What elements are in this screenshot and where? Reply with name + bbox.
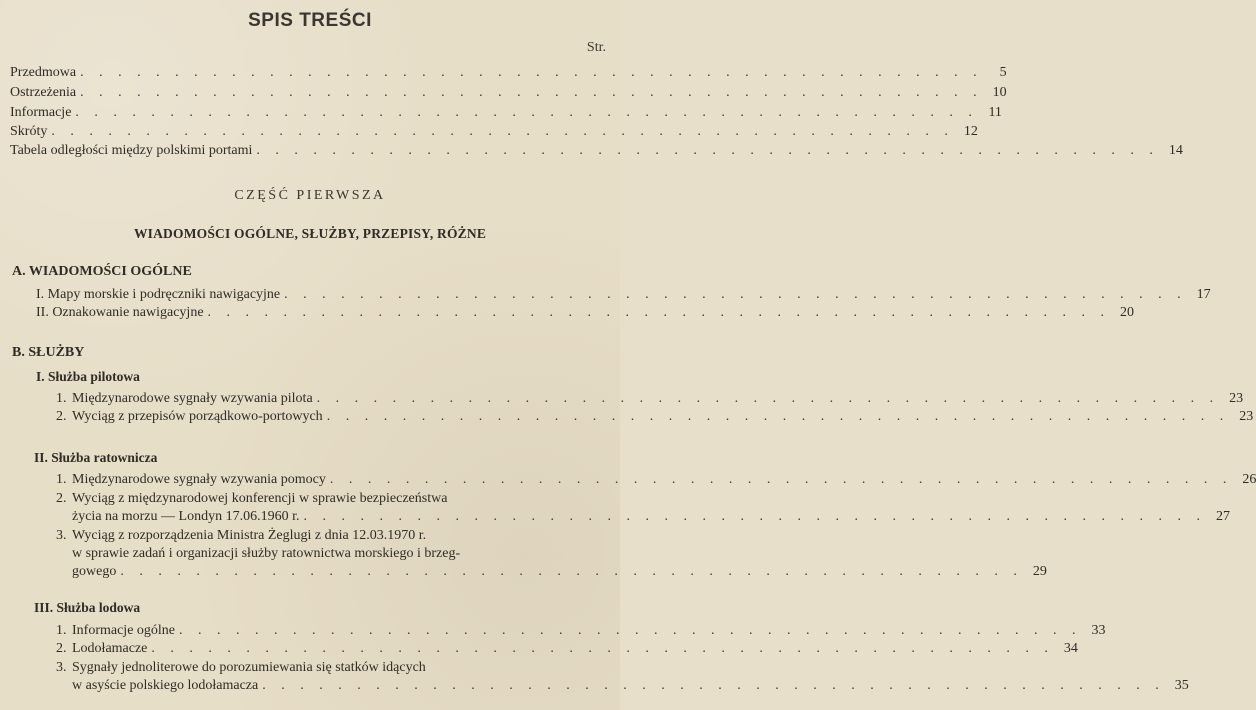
item-text: Sygnały jednoliterowe do porozumiewania się statków idących: [72, 660, 426, 675]
item-text: Wyciąg z rozporządzenia Ministra Żeglugi z dnia 12.03.1970 r.: [72, 528, 427, 543]
leader-dots: . . . . . . . . . . . . . . . . . . . . . . . . . . . . . . . . . . . . . . . . . . . . . . . .: [120, 564, 1023, 579]
leader-dots: . . . . . . . . . . . . . . . . . . . . . . . . . . . . . . . . . . . . . . . . . . . . . . . .: [151, 641, 1054, 656]
leader-dots: . . . . . . . . . . . . . . . . . . . . . . . . . . . . . . . . . . . . . . . . . . . . . . . .: [284, 287, 1187, 302]
toc-entry: [72, 508, 1230, 525]
leader-dots: . . . . . . . . . . . . . . . . . . . . . . . . . . . . . . . . . . . . . . . . . . . . . . . .: [326, 409, 1230, 424]
item-number: 2.: [56, 641, 67, 656]
toc-entry-page: 29: [1032, 564, 1047, 579]
toc-entry-label: [56, 408, 323, 425]
toc-entry-middle-line: w sprawie zadań i organizacji służby ratownictwa morskiego i brzeg-: [72, 546, 461, 561]
toc-entry-page: 5: [999, 65, 1007, 80]
toc-entry-first-line: [56, 490, 447, 507]
leader-dots: . . . . . . . . . . . . . . . . . . . . . . . . . . . . . . . . . . . . . . . . . . . . . . . .: [80, 85, 983, 100]
toc-entry-page: 20: [1120, 305, 1135, 320]
toc-entry-label: Tabela odległości między polskimi portami: [10, 143, 253, 158]
item-text: Informacje ogólne: [72, 623, 176, 638]
subsection-heading: II. Służba ratownicza: [34, 450, 158, 465]
item-text: Międzynarodowe sygnały wzywania pomocy: [72, 472, 326, 487]
item-text: Lodołamacze: [72, 641, 148, 656]
leader-dots: . . . . . . . . . . . . . . . . . . . . . . . . . . . . . . . . . . . . . . . . . . . . . . . .: [51, 124, 954, 139]
subsection-heading: III. Służba lodowa: [34, 600, 141, 615]
toc-entry-page: 10: [992, 85, 1007, 100]
toc-entry-label: gowego: [72, 564, 117, 579]
toc-entry-label: życia na morzu — Londyn 17.06.1960 r.: [72, 509, 300, 524]
toc-entry-page: 23: [1239, 409, 1254, 424]
leader-dots: . . . . . . . . . . . . . . . . . . . . . . . . . . . . . . . . . . . . . . . . . . . . . . . .: [262, 678, 1165, 693]
toc-entry-page: 33: [1091, 623, 1106, 638]
toc-entry: [10, 142, 1183, 159]
toc-entry-label: w asyście polskiego lodołamacza: [72, 678, 259, 693]
toc-entry: [10, 84, 1007, 101]
toc-entry-label: II. Oznakowanie nawigacyjne: [36, 305, 204, 320]
toc-entry: [72, 677, 1189, 694]
toc-entry: [56, 408, 1254, 425]
toc-entry: [10, 123, 978, 140]
toc-entry: [10, 64, 1007, 81]
toc-entry-label: Przedmowa: [10, 65, 77, 80]
item-number: 1.: [56, 472, 67, 487]
toc-entry-label: [56, 640, 147, 657]
item-text: Wyciąg z przepisów porządkowo-portowych: [72, 409, 323, 424]
subsection-heading: I. Służba pilotowa: [36, 369, 140, 384]
toc-entry: [36, 304, 1135, 321]
leader-dots: . . . . . . . . . . . . . . . . . . . . . . . . . . . . . . . . . . . . . . . . . . . . . . . .: [207, 305, 1111, 320]
toc-entry-page: 35: [1174, 678, 1189, 693]
page-column-label: Str.: [586, 40, 606, 55]
leader-dots: . . . . . . . . . . . . . . . . . . . . . . . . . . . . . . . . . . . . . . . . . . . . . . . .: [179, 623, 1082, 638]
toc-entry-page: 26: [1242, 472, 1256, 487]
toc-entry-page: 17: [1196, 287, 1211, 302]
section-b-heading: B. SŁUŻBY: [12, 345, 85, 360]
toc-entry: [10, 104, 1002, 121]
toc-entry-page: 23: [1229, 391, 1244, 406]
item-number: 1.: [56, 391, 67, 406]
toc-entry-label: [56, 390, 313, 407]
toc-entry: [36, 286, 1211, 303]
toc-entry-label: [56, 622, 175, 639]
toc-entry-first-line: [56, 527, 426, 544]
toc-entry: [56, 390, 1244, 407]
item-text: Międzynarodowe sygnały wzywania pilota: [72, 391, 313, 406]
item-number: 3.: [56, 528, 67, 543]
leader-dots: . . . . . . . . . . . . . . . . . . . . . . . . . . . . . . . . . . . . . . . . . . . . . . . .: [75, 105, 978, 120]
item-text: Wyciąg z międzynarodowej konferencji w sprawie bezpieczeństwa: [72, 491, 448, 506]
toc-entry-label: Skróty: [10, 124, 48, 139]
toc-entry: [56, 640, 1078, 657]
leader-dots: . . . . . . . . . . . . . . . . . . . . . . . . . . . . . . . . . . . . . . . . . . . . . . . .: [80, 65, 983, 80]
toc-entry-first-line: [56, 659, 426, 676]
toc-entry-page: 34: [1063, 641, 1078, 656]
leader-dots: . . . . . . . . . . . . . . . . . . . . . . . . . . . . . . . . . . . . . . . . . . . . . . . .: [256, 143, 1159, 158]
toc-entry-page: 14: [1168, 143, 1183, 158]
leader-dots: . . . . . . . . . . . . . . . . . . . . . . . . . . . . . . . . . . . . . . . . . . . . . . . .: [303, 509, 1206, 524]
item-number: 1.: [56, 623, 67, 638]
toc-entry-label: Informacje: [10, 105, 72, 120]
part-subtitle: WIADOMOŚCI OGÓLNE, SŁUŻBY, PRZEPISY, RÓŻNE: [133, 226, 487, 241]
section-a-heading: A. WIADOMOŚCI OGÓLNE: [12, 264, 192, 279]
toc-entry: [56, 471, 1256, 488]
item-number: 2.: [56, 491, 67, 506]
toc-entry-page: 27: [1215, 509, 1230, 524]
item-number: 2.: [56, 409, 67, 424]
toc-entry-label: I. Mapy morskie i podręczniki nawigacyjne: [36, 287, 281, 302]
toc-entry-page: 12: [963, 124, 978, 139]
item-number: 3.: [56, 660, 67, 675]
page-title: SPIS TREŚCI: [248, 10, 372, 31]
toc-entry: [56, 622, 1106, 639]
toc-entry-label: Ostrzeżenia: [10, 85, 77, 100]
part-heading: CZĘŚĆ PIERWSZA: [234, 188, 386, 203]
toc-entry-page: 11: [988, 105, 1002, 120]
toc-entry-label: [56, 471, 326, 488]
toc-entry: [72, 563, 1047, 580]
leader-dots: . . . . . . . . . . . . . . . . . . . . . . . . . . . . . . . . . . . . . . . . . . . . . . . .: [329, 472, 1233, 487]
leader-dots: . . . . . . . . . . . . . . . . . . . . . . . . . . . . . . . . . . . . . . . . . . . . . . . .: [316, 391, 1220, 406]
